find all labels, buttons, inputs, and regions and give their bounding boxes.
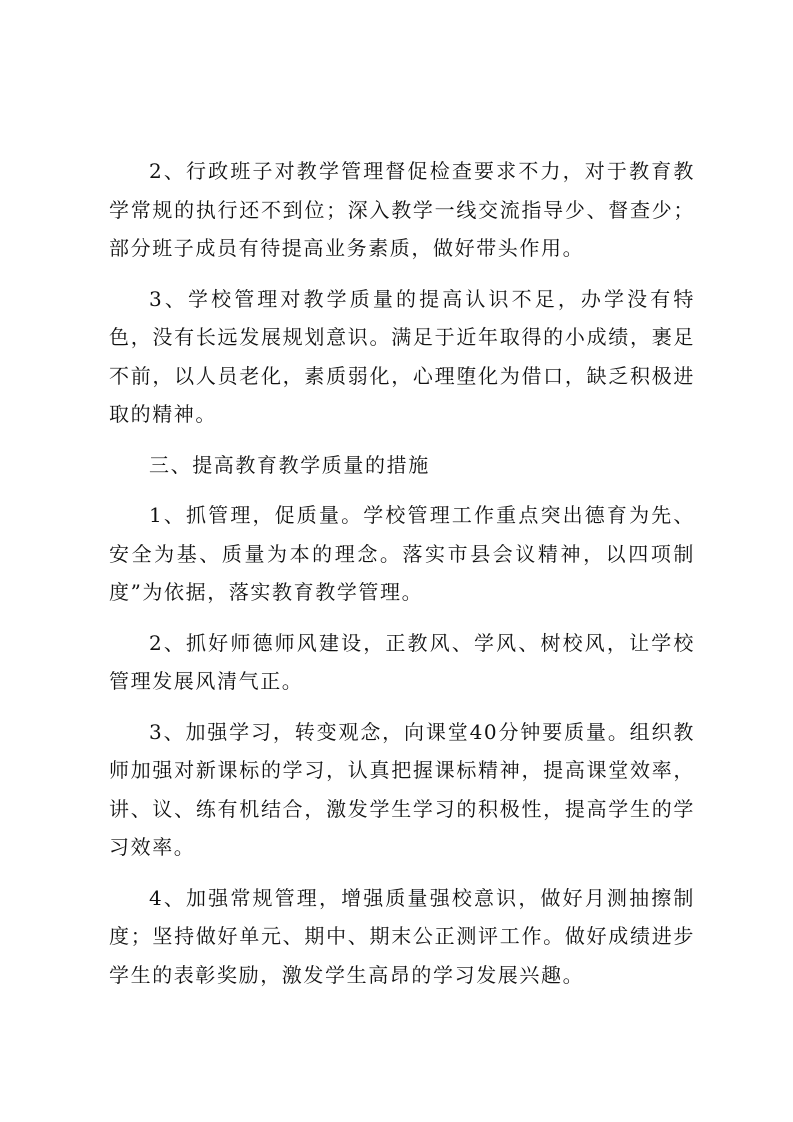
paragraph-quality-awareness: 3、学校管理对教学质量的提高认识不足，办学没有特色，没有长远发展规划意识。满足于近年取得的小成绩，裹足不前，以人员老化，素质弱化，心理堕化为借口，缺乏积极进取的精神。	[109, 286, 695, 426]
document-body	[109, 152, 695, 1006]
section-heading: 三、提高教育教学质量的措施	[149, 452, 430, 477]
paragraph-admin-supervision: 2、行政班子对教学管理督促检查要求不力，对于教育教学常规的执行还不到位；深入教学一线交流指导少、督查少；部分班子成员有待提高业务素质，做好带头作用。	[109, 159, 695, 260]
measure-management: 1、抓管理，促质量。学校管理工作重点突出德育为先、安全为基、质量为本的理念。落实市县会议精神，以四项制度”为依据，落实教育教学管理。	[109, 503, 695, 604]
measure-learning: 3、加强学习，转变观念，向课堂40分钟要质量。组织教师加强对新课标的学习，认真把握课标精神，提高课堂效率，讲、议、练有机结合，激发学生学习的积极性，提高学生的学习效率。	[109, 719, 695, 859]
measure-teacher-ethics: 2、抓好师德师风建设，正教风、学风、树校风，让学校管理发展风清气正。	[109, 630, 695, 693]
measure-routine-management: 4、加强常规管理，增强质量强校意识，做好月测抽擦制度；坚持做好单元、期中、期末公正测评工作。做好成绩进步学生的表彰奖励，激发学生高昂的学习发展兴趣。	[109, 885, 695, 987]
